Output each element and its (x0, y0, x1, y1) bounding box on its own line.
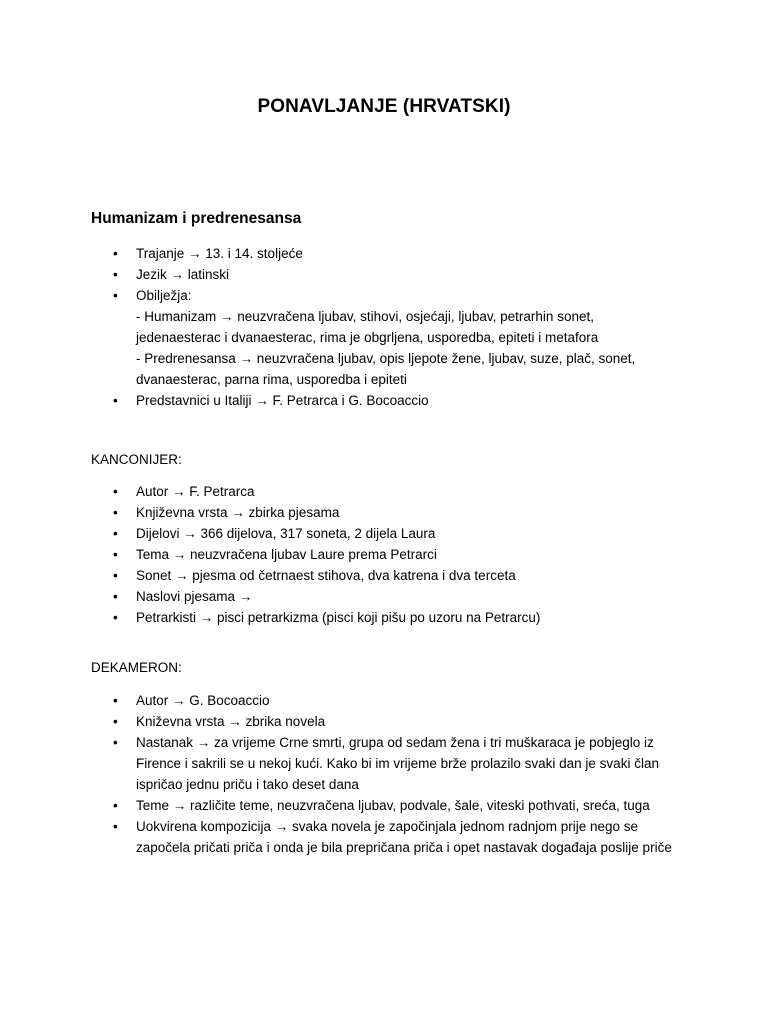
section-label-dekameron: DEKAMERON: (91, 660, 182, 675)
list-item: • Jezik → latinski (91, 264, 691, 285)
section-heading-humanizam: Humanizam i predrenesansa (91, 210, 302, 227)
list-item: • Nastanak → za vrijeme Crne smrti, grupa od sedam žena i tri muškaraca je pobjeglo iz Firence i sakrili se u nekoj kući. Kako bi im vrijeme brže prolazilo svaki dan je svaki član ispričao jednu priču i tako deset dana (91, 732, 691, 795)
dekameron-list (91, 690, 691, 858)
sub-line: jedenaesterac i dvanaesterac, rima je obgrljena, usporedba, epiteti i metafora (136, 330, 599, 345)
list-item: • Naslovi pjesama → (91, 586, 691, 607)
list-item: • Petrarkisti → pisci petrarkizma (pisci koji pišu po uzoru na Petrarcu) (91, 607, 691, 628)
list-item: • Autor → F. Petrarca (91, 481, 691, 502)
kanconijer-list (91, 481, 691, 628)
sub-line: - Humanizam → neuzvračena ljubav, stihovi, osjećaji, ljubav, petrarhin sonet, (136, 309, 594, 324)
list-item-label: Obilježja: (136, 288, 192, 303)
list-item: • Sonet → pjesma od četrnaest stihova, dva katrena i dva terceta (91, 565, 691, 586)
list-item: • Tema → neuzvračena ljubav Laure prema Petrarci (91, 544, 691, 565)
section-label-kanconijer: KANCONIJER: (91, 452, 182, 467)
list-item: • Autor → G. Bocoaccio (91, 690, 691, 711)
list-item: • Književna vrsta → zbirka pjesama (91, 502, 691, 523)
list-item (91, 285, 691, 390)
sub-line: - Predrenesansa → neuzvračena ljubav, opis ljepote žene, ljubav, suze, plač, sonet, (136, 351, 636, 366)
humanizam-list (91, 243, 691, 411)
list-item: • Trajanje → 13. i 14. stoljeće (91, 243, 691, 264)
document-title: PONAVLJANJE (HRVATSKI) (257, 96, 511, 117)
list-item: • Uokvirena kompozicija → svaka novela je započinjala jednom radnjom prije nego se započela pričati priča i onda je bila prepričana priča i opet nastavak događaja poslije priče (91, 816, 691, 858)
list-item: • Teme → različite teme, neuzvračena ljubav, podvale, šale, viteski pothvati, sreća, tuga (91, 795, 691, 816)
list-item: • Kniževna vrsta → zbrika novela (91, 711, 691, 732)
sub-line: dvanaesterac, parna rima, usporedba i epiteti (136, 372, 407, 387)
list-item: • Dijelovi → 366 dijelova, 317 soneta, 2 dijela Laura (91, 523, 691, 544)
list-item: • Predstavnici u Italiji → F. Petrarca i G. Bocoaccio (91, 390, 691, 411)
